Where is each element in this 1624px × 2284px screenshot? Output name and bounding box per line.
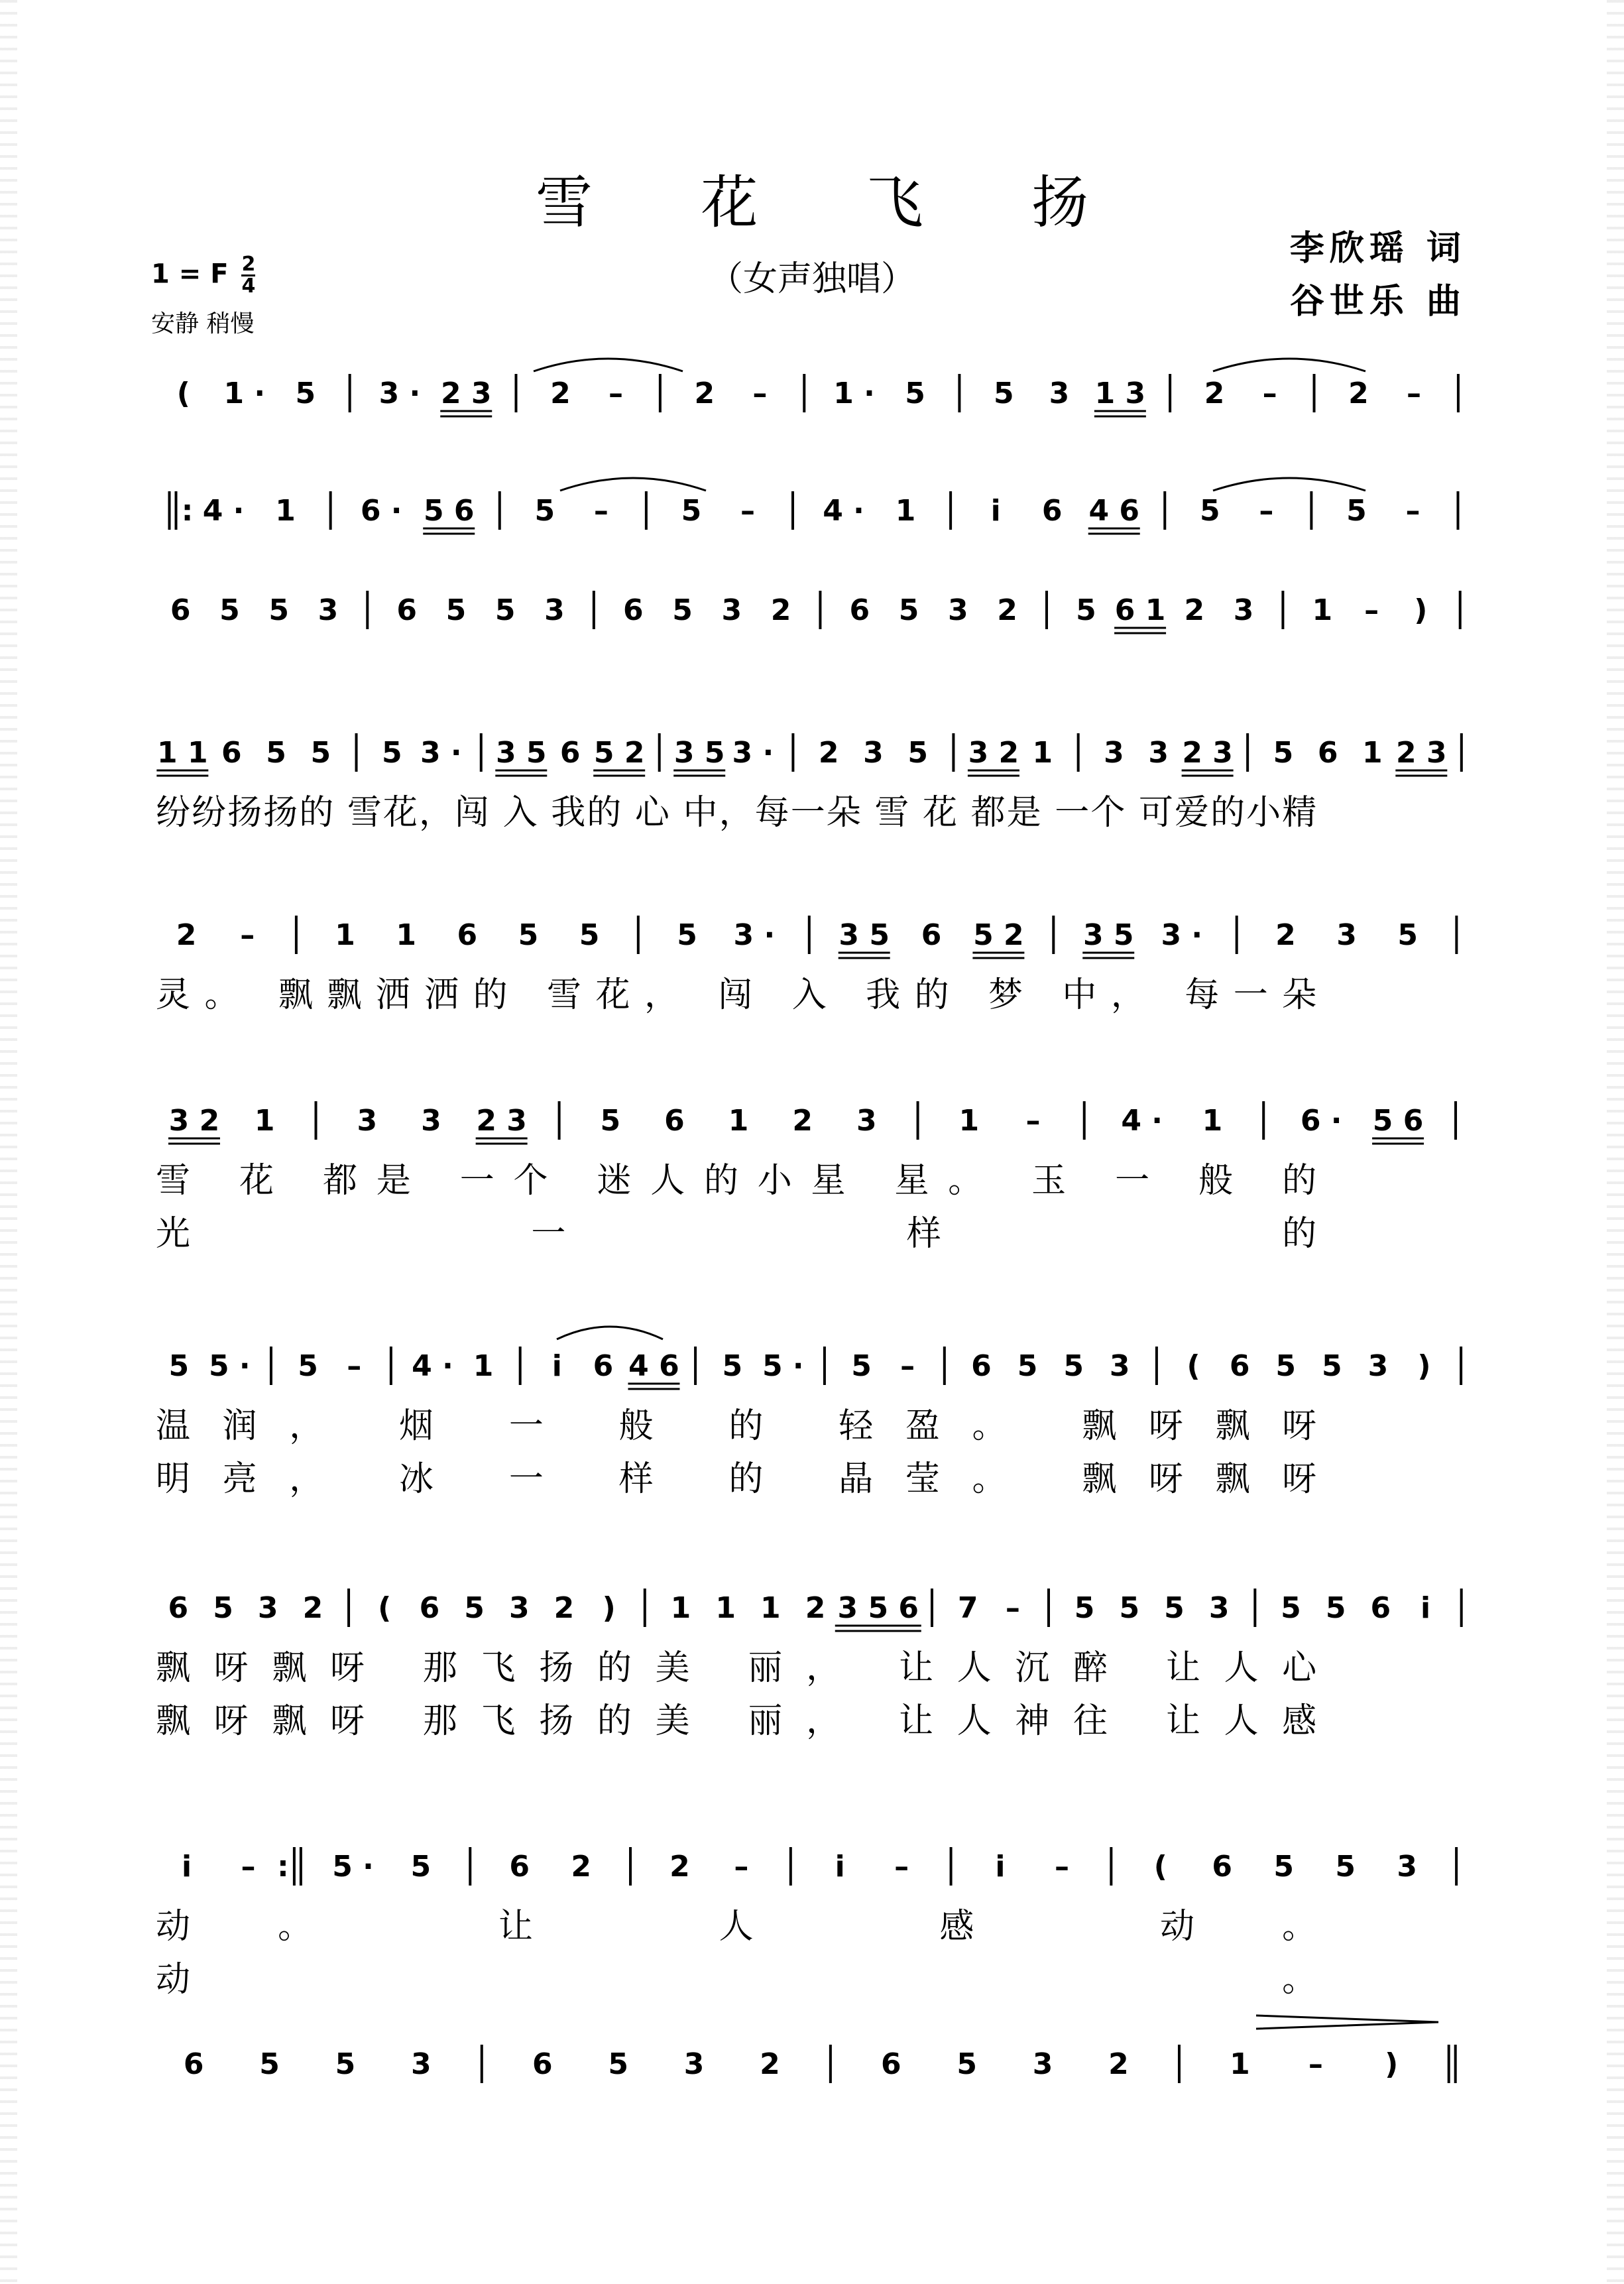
note: 3 — [1208, 1591, 1230, 1625]
note: 6 — [921, 918, 942, 952]
note: 1 — [715, 1591, 736, 1625]
note: 5 — [681, 494, 702, 528]
note: 5 — [1273, 1850, 1295, 1884]
note: i — [181, 1850, 192, 1884]
score-line — [184, 2045, 1456, 2083]
note: 2 — [553, 1591, 575, 1625]
note: ) — [1385, 2047, 1399, 2081]
note: i — [990, 494, 1001, 528]
note: 6 — [221, 736, 242, 770]
note: 5 — [851, 1349, 872, 1383]
note: i — [1420, 1591, 1431, 1625]
note: 6 — [168, 1591, 189, 1625]
note: 5 — [219, 593, 240, 627]
note: 5 — [494, 593, 516, 627]
note: 7 — [957, 1591, 978, 1625]
key-label: 1 = F — [151, 259, 229, 290]
note: 5 — [464, 1591, 485, 1625]
note: – — [894, 1850, 909, 1884]
note: 3 — [1233, 593, 1254, 627]
repeat-sign: : — [277, 1850, 289, 1884]
note: 1 — [275, 494, 296, 528]
note: 5 — [1063, 1349, 1084, 1383]
note: 3 — [1104, 736, 1124, 770]
note: 1 — [760, 1591, 781, 1625]
note: 6 — [457, 918, 478, 952]
note: 5 — [1076, 593, 1096, 627]
note: 3 — [544, 593, 565, 627]
lyric-line: 雪 花 都是 一个 迷人的小星 星。 玉 一 般 的 — [156, 1161, 1317, 1201]
note: – — [608, 377, 623, 410]
note: – — [240, 918, 255, 952]
note: ( — [1187, 1349, 1200, 1383]
note: 3 — [948, 593, 968, 627]
note: 3 5 6 — [837, 1591, 919, 1625]
note: – — [347, 1349, 362, 1383]
note: 3 · — [733, 918, 776, 952]
note: 6 — [971, 1349, 992, 1383]
lyric-line: 动。 让 人 感 动。 — [156, 1907, 1317, 1947]
note: 6 — [1370, 1591, 1391, 1625]
note: 3 5 — [496, 736, 547, 770]
note: 3 — [856, 1104, 877, 1138]
note: 2 — [1348, 377, 1369, 410]
note: 3 — [410, 2047, 432, 2081]
note: – — [752, 377, 768, 410]
note: 4 6 — [628, 1349, 679, 1383]
note: 5 — [259, 2047, 280, 2081]
note: 5 — [268, 593, 289, 627]
note: 6 — [183, 2047, 204, 2081]
note: 1 — [1362, 736, 1383, 770]
note: ( — [378, 1591, 392, 1625]
note: 6 — [1212, 1850, 1233, 1884]
note: ) — [602, 1591, 616, 1625]
note: 3 — [683, 2047, 705, 2081]
note: 6 — [1041, 494, 1063, 528]
note: 2 — [760, 2047, 780, 2081]
note: 3 — [1032, 2047, 1053, 2081]
note: 6 — [1229, 1349, 1250, 1383]
note: 5 — [722, 1349, 743, 1383]
score-line — [156, 1347, 1461, 1499]
tempo-marking: 安静 稍慢 — [151, 310, 255, 337]
note: – — [1005, 1591, 1020, 1625]
note: 6 — [170, 593, 191, 627]
note: 3 — [1336, 918, 1357, 952]
note: 3 5 — [1082, 918, 1134, 952]
note: 3 · — [732, 736, 774, 770]
lyric-line: 飘呀飘呀 那飞扬的美 丽， 让人神往 让人感 — [156, 1701, 1317, 1741]
note: – — [734, 1850, 749, 1884]
note: 2 3 — [1182, 736, 1233, 770]
note: 5 — [1119, 1591, 1140, 1625]
note: 2 — [1204, 377, 1225, 410]
note: 3 — [1367, 1349, 1389, 1383]
note: 5 — [213, 1591, 233, 1625]
note: 2 — [1108, 2047, 1129, 2081]
lyric-line: 纷纷扬扬的 雪花，闯 入 我的 心 中，每一朵 雪 花 都是 一个 可爱的小精 — [156, 793, 1317, 833]
note: – — [593, 494, 609, 528]
note: – — [1407, 377, 1422, 410]
note: – — [1364, 593, 1379, 627]
note: 5 — [1273, 736, 1294, 770]
note: 5 — [608, 2047, 628, 2081]
note: 5 — [957, 2047, 978, 2081]
tie-arc — [557, 1327, 663, 1339]
note: 5 — [295, 377, 316, 410]
note: 2 — [792, 1104, 813, 1138]
note: – — [1262, 377, 1277, 410]
note: 5 — [1199, 494, 1220, 528]
score-line — [156, 916, 1456, 1015]
note: 4 · — [202, 494, 245, 528]
note: 5 2 — [973, 918, 1024, 952]
note: 4 · — [1121, 1104, 1163, 1138]
note: 5 — [168, 1349, 190, 1383]
note: 2 — [302, 1591, 323, 1625]
score-line — [156, 1847, 1456, 2000]
note: ) — [1414, 593, 1428, 627]
note: – — [1054, 1850, 1069, 1884]
note: 6 — [396, 593, 418, 627]
note: 5 — [1335, 1850, 1356, 1884]
hairpin-mark — [1256, 2015, 1438, 2029]
note: 2 — [805, 1591, 826, 1625]
note: 1 — [1230, 2047, 1250, 2081]
note: 3 — [863, 736, 884, 770]
note: 1 — [1312, 593, 1333, 627]
note: 2 — [770, 593, 791, 627]
note: 2 — [571, 1850, 591, 1884]
note: 1 — [473, 1349, 494, 1383]
note: 3 · — [1161, 918, 1203, 952]
note: 5 — [898, 593, 919, 627]
note: 1 3 — [1094, 377, 1146, 410]
note: 2 — [669, 1850, 690, 1884]
note: 2 3 — [476, 1104, 527, 1138]
note: 3 — [721, 593, 742, 627]
note: 6 — [593, 1349, 614, 1383]
note: 3 5 — [673, 736, 725, 770]
note: 3 — [508, 1591, 530, 1625]
note: – — [740, 494, 755, 528]
note: 4 · — [823, 494, 864, 528]
note: 1 · — [833, 377, 875, 410]
note: i — [835, 1850, 845, 1884]
lyricist-credit: 李欣瑶 词 — [1289, 228, 1466, 269]
note: 5 · — [332, 1850, 374, 1884]
score-line — [156, 733, 1462, 833]
note: 3 — [357, 1104, 378, 1138]
note: – — [1025, 1104, 1041, 1138]
lyric-line: 温润， 烟 一 般 的 轻盈。 飘呀飘呀 — [156, 1406, 1317, 1446]
note: 5 — [1017, 1349, 1038, 1383]
note: 5 2 — [593, 736, 645, 770]
score-line — [156, 1589, 1462, 1741]
note: 6 — [849, 593, 870, 627]
note: 1 — [1202, 1104, 1223, 1138]
note: 5 — [266, 736, 286, 770]
subtitle: （女声独唱） — [708, 259, 915, 299]
note: – — [1259, 494, 1274, 528]
note: 3 5 — [839, 918, 890, 952]
note: 5 — [410, 1850, 432, 1884]
note: 3 2 — [968, 736, 1019, 770]
note: 1 — [958, 1104, 980, 1138]
note: 2 — [176, 918, 197, 952]
note: 5 6 — [423, 494, 475, 528]
note: 2 — [997, 593, 1017, 627]
note: 3 — [1109, 1349, 1130, 1383]
note: 1 — [396, 918, 417, 952]
score-line — [177, 374, 1458, 416]
lyric-line: 灵。 飘飘洒洒的 雪花， 闯 入 我的 梦 中， 每一朵 — [156, 975, 1317, 1015]
note: 5 — [579, 918, 600, 952]
lyric-line: 光 一 样 的 — [156, 1214, 1317, 1254]
note: 5 — [518, 918, 539, 952]
tie-arc — [1213, 359, 1365, 371]
meter-bottom: 4 — [241, 274, 256, 298]
note: 5 — [677, 918, 697, 952]
note: ) — [1417, 1349, 1431, 1383]
note: 5 — [1074, 1591, 1095, 1625]
note: 5 — [907, 736, 928, 770]
note: 1 — [254, 1104, 275, 1138]
note: 5 — [1164, 1591, 1185, 1625]
note: 5 — [1321, 1349, 1342, 1383]
note: 6 — [881, 2047, 901, 2081]
meter-top: 2 — [241, 253, 256, 276]
tie-arc — [560, 478, 706, 491]
note: i — [995, 1850, 1006, 1884]
lyric-line: 飘呀飘呀 那飞扬的美 丽， 让人沉醉 让人心 — [156, 1648, 1317, 1688]
note: 3 2 — [168, 1104, 220, 1138]
note: 2 — [694, 377, 715, 410]
note: – — [1308, 2047, 1323, 2081]
note: 6 1 — [1114, 593, 1166, 627]
note: 5 — [534, 494, 555, 528]
note: 5 — [672, 593, 693, 627]
note: 5 — [1346, 494, 1367, 528]
note: 5 6 — [1372, 1104, 1424, 1138]
note: 5 — [993, 377, 1014, 410]
note: 6 — [559, 736, 581, 770]
note: 5 · — [209, 1349, 251, 1383]
lyric-line: 动。 — [156, 1960, 1317, 2000]
score-line — [170, 491, 1458, 534]
note: – — [900, 1349, 915, 1383]
note: 6 — [1317, 736, 1338, 770]
note: 6 — [419, 1591, 440, 1625]
note: 6 — [664, 1104, 685, 1138]
note: – — [1405, 494, 1421, 528]
note: 5 · — [762, 1349, 804, 1383]
note: 4 6 — [1088, 494, 1140, 528]
note: 6 — [509, 1850, 530, 1884]
note: 2 3 — [440, 377, 492, 410]
note: 1 1 — [157, 736, 208, 770]
note: 6 — [622, 593, 644, 627]
note: 1 · — [223, 377, 266, 410]
note: 3 — [421, 1104, 441, 1138]
note: 3 — [1049, 377, 1070, 410]
note: 5 — [1275, 1349, 1297, 1383]
note: 1 — [895, 494, 916, 528]
note: 1 — [670, 1591, 691, 1625]
tie-arc — [534, 359, 683, 371]
note: 6 · — [1300, 1104, 1342, 1138]
note: 5 — [905, 377, 925, 410]
note: 5 — [335, 2047, 356, 2081]
note: ( — [1153, 1850, 1167, 1884]
score-line — [170, 591, 1460, 633]
note: 4 · — [412, 1349, 453, 1383]
note: 1 — [335, 918, 355, 952]
note: – — [241, 1850, 256, 1884]
note: 3 — [257, 1591, 278, 1625]
composer-credit: 谷世乐 曲 — [1289, 281, 1466, 322]
note: 3 — [318, 593, 339, 627]
note: 3 · — [420, 736, 462, 770]
note: 2 3 — [1396, 736, 1447, 770]
note: 3 — [1397, 1850, 1418, 1884]
note: 6 · — [360, 494, 402, 528]
page-title: 雪 花 飞 扬 — [535, 170, 1133, 236]
note: 5 — [298, 1349, 318, 1383]
note: 5 — [1397, 918, 1418, 952]
note: 1 — [1032, 736, 1053, 770]
note: ( — [176, 377, 190, 410]
note: 1 — [728, 1104, 749, 1138]
note: 5 — [310, 736, 331, 770]
note: 3 — [1148, 736, 1169, 770]
note: 2 — [818, 736, 839, 770]
score-line — [156, 1101, 1456, 1254]
note: 5 — [445, 593, 467, 627]
note: 5 — [600, 1104, 621, 1138]
note: 5 — [1325, 1591, 1346, 1625]
note: 2 — [1184, 593, 1205, 627]
note: 2 — [1275, 918, 1296, 952]
note: 3 · — [378, 377, 421, 410]
tie-arc — [1213, 478, 1365, 491]
note: 5 — [382, 736, 402, 770]
note: i — [551, 1349, 562, 1383]
repeat-sign: : — [181, 494, 194, 528]
note: 5 — [1281, 1591, 1301, 1625]
lyric-line: 明亮， 冰 一 样 的 晶莹。 飘呀飘呀 — [156, 1459, 1317, 1499]
note: 2 — [550, 377, 571, 410]
note: 6 — [532, 2047, 553, 2081]
